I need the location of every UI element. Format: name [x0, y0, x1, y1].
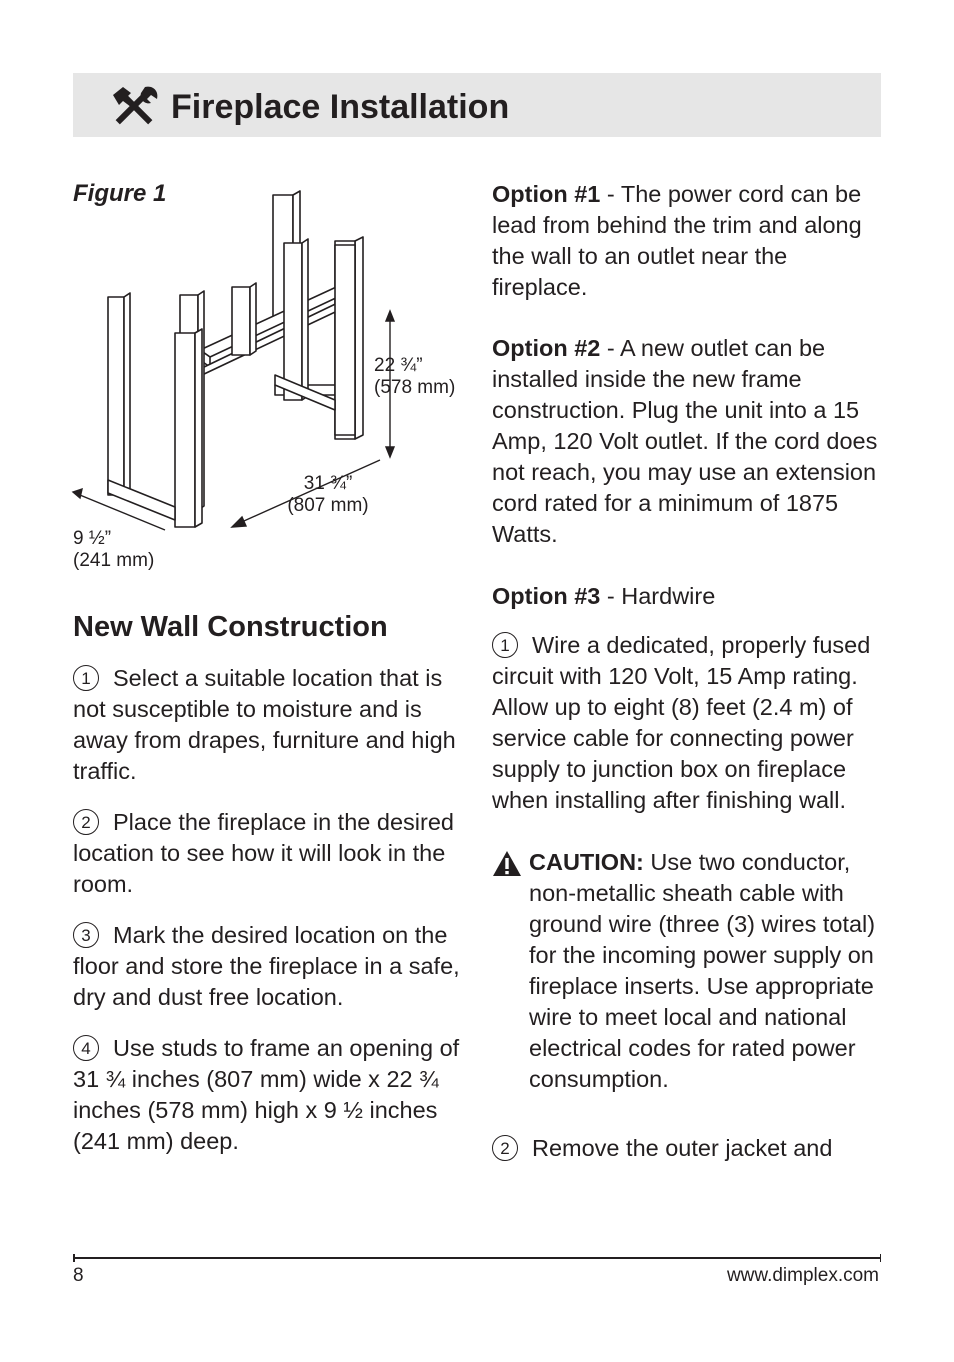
- section-heading-new-wall: New Wall Construction: [73, 611, 388, 643]
- height-dimension: 22 ¾” (578 mm): [374, 355, 456, 398]
- footer-divider: [73, 1257, 881, 1259]
- section-header: [73, 73, 881, 137]
- step-number: 1: [73, 665, 99, 691]
- step-number: 1: [492, 632, 518, 658]
- new-wall-steps: [73, 663, 468, 1177]
- step-number: 2: [73, 809, 99, 835]
- power-options: [492, 179, 884, 1184]
- depth-dimension: 9 ½” (241 mm): [73, 528, 155, 571]
- page-title: Fireplace Installation: [171, 88, 510, 126]
- step-number: 4: [73, 1035, 99, 1061]
- list-item: 1 Wire a dedicated, properly fused circuit with 120 Volt, 15 Amp rating. Allow up to eight (8) feet (2.4 m) of service cable for connecting power supply to junction box on fireplace when installing after finishing wall.: [492, 632, 871, 813]
- list-item: 1 Select a suitable location that is not susceptible to moisture and is away from drapes, furniture and high traffic.: [73, 665, 456, 784]
- list-item: 2 Place the fireplace in the desired location to see how it will look in the room.: [73, 809, 454, 897]
- option-3: Option #3 - Hardwire: [492, 583, 716, 609]
- website-url: www.dimplex.com: [726, 1265, 879, 1286]
- list-item: 4 Use studs to frame an opening of 31 ¾ inches (807 mm) wide x 22 ¾ inches (578 mm) high x 9 ½ inches (241 mm) deep.: [73, 1035, 460, 1154]
- option-1: Option #1 - The power cord can be lead from behind the trim and along the wall to an outlet near the fireplace.: [492, 181, 862, 300]
- step-number: 2: [492, 1135, 518, 1161]
- page-number: 8: [73, 1265, 84, 1286]
- warning-icon: [492, 850, 522, 877]
- width-dimension: 31 ¾” (807 mm): [287, 473, 369, 516]
- list-item: 2 Remove the outer jacket and: [492, 1133, 884, 1164]
- option-2: Option #2 - A new outlet can be installed inside the new frame construction. Plug the unit into a 15 Amp, 120 Volt outlet. If the cord does not reach, you may use an extension cord rated for a minimum of 1875 Watts.: [492, 335, 878, 547]
- hammer-wrench-icon: [109, 85, 159, 127]
- caution-notice: CAUTION: Use two conductor, non-metallic sheath cable with ground wire (three (3) wires total) for the incoming power supply on fireplace inserts. Use appropriate wire to meet local and national electrical codes for rated power consumption.: [492, 847, 884, 1095]
- list-item: 3 Mark the desired location on the floor and store the fireplace in a safe, dry and dust free location.: [73, 922, 460, 1010]
- figure-label: Figure 1: [73, 180, 167, 207]
- step-number: 3: [73, 922, 99, 948]
- caution-label: CAUTION:: [529, 849, 644, 875]
